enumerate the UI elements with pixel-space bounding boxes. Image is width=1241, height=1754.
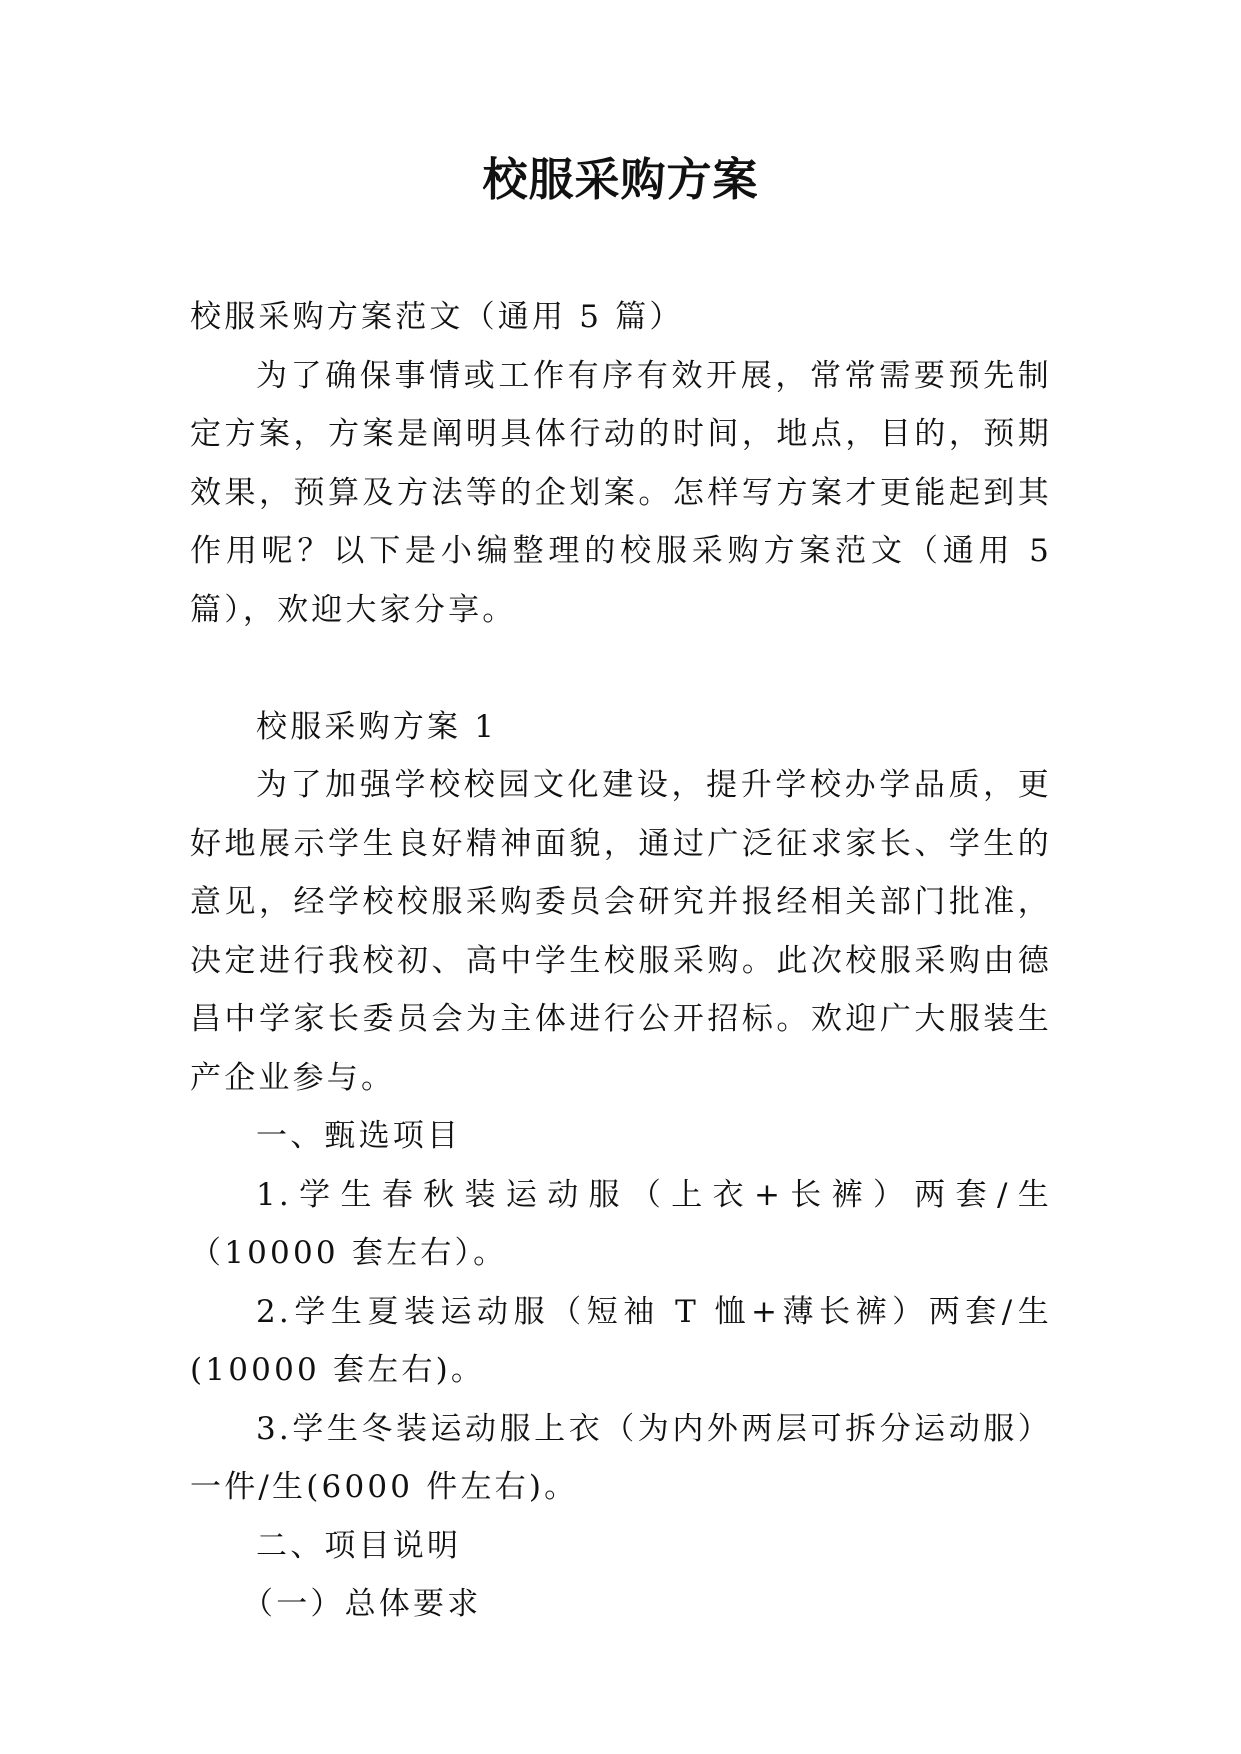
list-item: 2.学生夏装运动服（短袖 T 恤+薄长裤）两套/生(10000 套左右)。: [190, 1293, 1052, 1388]
blank-line: [190, 639, 1052, 698]
document-title: 校服采购方案: [482, 153, 759, 206]
section-intro-paragraph: 为了加强学校校园文化建设，提升学校办学品质，更好地展示学生良好精神面貌，通过广泛征求家长、学生的意见，经学校校服采购委员会研究并报经相关部门批准，决定进行我校初、高中学生校服采购。此次校服采购由德昌中学家长委员会为主体进行公开招标。欢迎广大服装生产企业参与。: [190, 767, 1052, 1096]
subheading-general-requirements: （一）总体要求: [242, 1586, 482, 1622]
list-item: 1.学生春秋装运动服（上衣+长裤）两套/生（10000 套左右）。: [190, 1176, 1052, 1271]
section-title: 校服采购方案 1: [256, 708, 498, 745]
heading-selection-items: 一、甄选项目: [256, 1118, 462, 1154]
document-body: [190, 288, 1052, 1634]
heading-project-description: 二、项目说明: [256, 1527, 462, 1564]
document-subtitle: 校服采购方案范文（通用 5 篇）: [190, 299, 684, 335]
intro-paragraph: 为了确保事情或工作有序有效开展，常常需要预先制定方案，方案是阐明具体行动的时间，地点，目的，预期效果，预算及方法等的企划案。怎样写方案才更能起到其作用呢？以下是小编整理的校服采购方案范文（通用 5 篇），欢迎大家分享。: [190, 357, 1052, 628]
list-item: 3.学生冬装运动服上衣（为内外两层可拆分运动服）一件/生(6000 件左右)。: [190, 1410, 1052, 1505]
